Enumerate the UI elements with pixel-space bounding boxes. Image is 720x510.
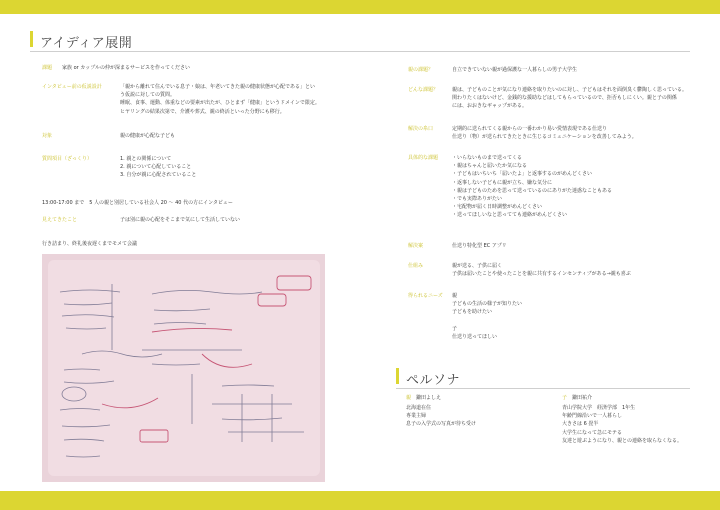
text-issue-detail <box>452 86 687 111</box>
title-accent-bar <box>30 31 33 47</box>
label-task: 課題 <box>42 65 53 71</box>
persona-parent-details <box>406 404 476 429</box>
text-line: ・返事しない子どもに親が立ち、嫌な気分に <box>452 179 553 186</box>
label-needs: 得られるニーズ <box>408 293 443 299</box>
label-hypothesis: インタビュー前の仮説設計 <box>42 84 102 90</box>
text-concrete-issues <box>452 154 612 220</box>
label-issue-detail: どんな課題？ <box>408 87 439 93</box>
text-line: 北海道在住 <box>406 405 432 411</box>
text-line: 青山学院大学 経済学部 1年生 <box>562 405 636 411</box>
text-line: 自立できていない親が過保護な一人暮らしの男子大学生 <box>452 67 578 73</box>
text-mechanism <box>452 262 631 278</box>
whiteboard-photo <box>42 254 325 482</box>
text-line: 息子の入学式の写真が待ち受け <box>406 421 477 428</box>
label-solution: 解決案 <box>408 243 424 249</box>
text-line: ・親は子どものためを思って送っているのにありがた迷惑なこともある <box>452 187 613 194</box>
photo-caption: 行き詰まり、終礼後夜遅くまでモメて会議 <box>42 241 138 247</box>
text-line: 親は、子どものことが気になり連絡を取りたいのに対し、子どもはそれを面倒臭く鬱陶しく思っている。 <box>452 87 688 93</box>
text-line: 友達と遊ぶようになり、親との連絡を取らなくなる。 <box>562 437 683 444</box>
text-line: 親 <box>452 293 458 299</box>
text-finding: 子は別に親の心配をそこまで気にして生活していない <box>120 217 241 223</box>
text-line: 2. 親について心配していること <box>120 164 192 171</box>
label-clue: 解決の糸口 <box>408 126 434 132</box>
text-line: 仕送り送ってほしい <box>452 333 498 340</box>
persona-accent-bar <box>396 368 399 384</box>
persona-parent-name: 鎌田よしえ <box>416 395 442 401</box>
page-title: アイディア展開 <box>40 36 133 51</box>
text-target <box>120 132 175 140</box>
text-line: 大学生になって急にモテる <box>562 429 623 436</box>
text-line: 子どもの生活の様子が知りたい <box>452 301 523 308</box>
text-line: には、おおきなギャップがある。 <box>452 103 528 110</box>
text-line: ヒヤリングの結果次第で、介護や葬式、親の終活といった分野にも移行。 <box>120 108 285 115</box>
text-line: 睡眠、食事、運動、体重などの要素が出たが、ひとまず「健康」というドメインで限定。 <box>120 100 320 107</box>
persona-child-label: 子 <box>562 395 568 401</box>
text-line: 大きさは 6 畳半 <box>562 421 599 428</box>
text-parent-issue <box>452 66 577 74</box>
text-line: 家族 or カップルの仲が深まるサービスを作ってください <box>62 65 191 71</box>
text-task <box>62 64 190 72</box>
label-questions: 質問項目（ざっくり） <box>42 156 93 162</box>
persona-parent-label: 親 <box>406 395 412 401</box>
text-clue <box>452 125 637 141</box>
label-target: 対象 <box>42 133 53 139</box>
text-line: 「親から離れて住んでいる息子・娘は、年老いてきた親の健康状態が心配である」とい <box>120 84 316 90</box>
label-finding: 見えてきたこと <box>42 217 78 223</box>
text-line: ・親はちゃんと届いたか気になる <box>452 163 528 170</box>
persona-rule <box>396 388 690 389</box>
title-rule <box>30 51 690 52</box>
text-line: 仕送り特化型 EC アプリ <box>452 243 507 249</box>
persona-child-name: 鎌田祐介 <box>572 395 593 401</box>
text-line: 仕送り（物）が送られてきたときに生じるコミュニケーションを改善してみよう。 <box>452 134 637 141</box>
text-line: 子 <box>452 325 458 332</box>
text-line <box>452 317 522 325</box>
persona-title: ペルソナ <box>406 373 461 388</box>
text-line: 関わりたくはないけど、金銭的な援助などはしてもらっているので、拒否もしにくい。親と子の関係 <box>452 95 677 102</box>
text-line: 子どもを助けたい <box>452 309 493 316</box>
text-line: 3. 自分が親に心配されていること <box>120 172 197 179</box>
text-questions <box>120 155 196 180</box>
text-line: 1. 親との関係について <box>120 156 172 162</box>
text-hypothesis <box>120 83 320 116</box>
text-line: 親の健康が心配な子ども <box>120 133 176 139</box>
label-mechanism: 仕組み <box>408 263 424 269</box>
label-concrete-issues: 具体的な課題 <box>408 155 439 161</box>
text-line: う仮説に対しての質問。 <box>120 92 176 99</box>
text-line: 親が送る、子供に届く <box>452 263 503 269</box>
top-bar <box>0 0 720 14</box>
bottom-bar <box>0 491 720 510</box>
text-solution <box>452 242 507 250</box>
text-needs <box>452 292 522 341</box>
persona-child-details <box>562 404 682 445</box>
text-line: ・子どもはいちいち「届いたよ」と返事するのがめんどくさい <box>452 171 593 178</box>
text-line: ・送ってほしいなと思ってても連絡がめんどくさい <box>452 212 568 219</box>
text-line: 子供は届いたことや使ったことを親に共有するインセンティブがある→親も喜ぶ <box>452 271 631 278</box>
text-line: 専業主婦 <box>406 413 427 420</box>
text-line: 定期的に送られてくる親からの一番わかり易い愛情表現である仕送り <box>452 126 608 132</box>
text-line: ・いらないものまで送ってくる <box>452 155 523 161</box>
label-parent-issue: 親の課題？ <box>408 67 434 73</box>
text-line: ・宅配物が届く日時調整がめんどくさい <box>452 204 543 211</box>
whiteboard-sketch <box>42 254 325 482</box>
interview-note: 13:00-17:00 まで 5 人の親と別居している社会人 20 〜 40 代の方にインタビュー <box>42 200 233 206</box>
text-line: ・でも実際ありがたい <box>452 196 503 203</box>
text-line: 年齢門線沿いで一人暮らし <box>562 413 623 420</box>
